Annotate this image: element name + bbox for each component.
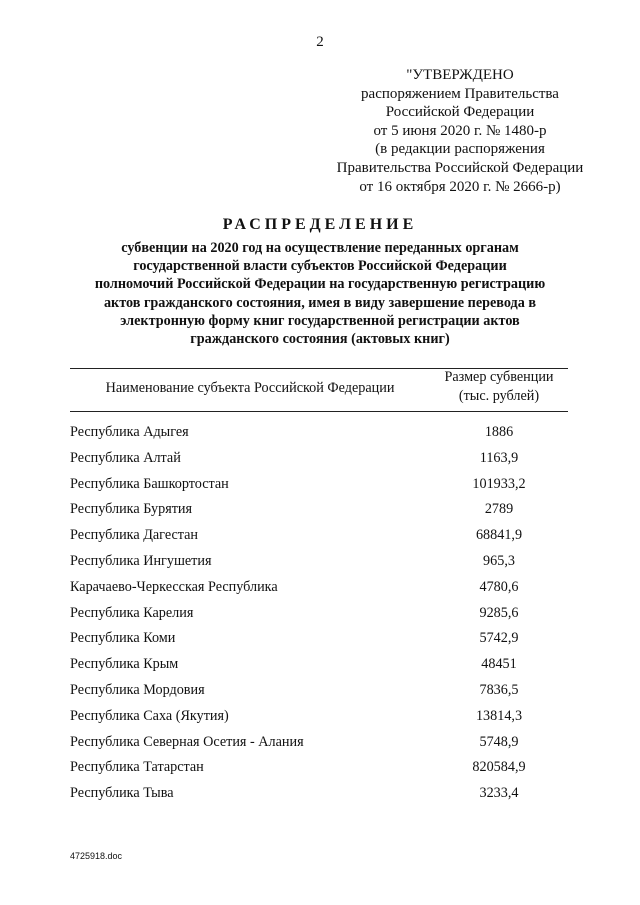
table-row — [70, 755, 568, 781]
subtitle-line: актов гражданского состояния, имея в виду завершение перевода в — [103, 294, 537, 311]
subvention-amount: 2789 — [484, 501, 514, 518]
document-title: РАСПРЕДЕЛЕНИЕ — [222, 216, 418, 233]
region-name: Республика Алтай — [70, 449, 181, 466]
subtitle-line: электронную форму книг государственной регистрации актов — [120, 312, 520, 329]
table-row — [70, 549, 568, 575]
column-header-region: Наименование субъекта Российской Федерации — [105, 380, 395, 396]
table-row — [70, 420, 568, 446]
region-name: Республика Дагестан — [70, 527, 199, 544]
subvention-amount: 13814,3 — [475, 707, 523, 724]
subvention-amount: 48451 — [481, 656, 517, 673]
subvention-amount: 5742,9 — [479, 630, 519, 647]
table-row — [70, 446, 568, 472]
region-name: Республика Адыгея — [70, 424, 189, 440]
region-name: Республика Северная Осетия - Алания — [70, 733, 304, 750]
subvention-amount: 68841,9 — [475, 527, 523, 544]
column-header-amount — [430, 368, 568, 405]
region-name: Республика Мордовия — [70, 681, 205, 698]
region-name: Республика Карелия — [70, 604, 194, 621]
column-header-amount-line: (тыс. рублей) — [458, 387, 540, 404]
subvention-amount: 3233,4 — [479, 785, 519, 802]
page-number: 2 — [316, 34, 324, 50]
subvention-amount: 9285,6 — [479, 604, 519, 621]
table-row — [70, 704, 568, 730]
subtitle-line: полномочий Российской Федерации на государственную регистрацию — [94, 276, 546, 293]
region-name: Республика Бурятия — [70, 501, 193, 518]
approval-block — [300, 66, 620, 196]
approval-line: Правительства Российской Федерации — [336, 159, 584, 176]
table-rule-bottom — [70, 411, 568, 412]
region-name: Республика Татарстан — [70, 759, 204, 776]
approval-line: (в редакции распоряжения — [375, 141, 545, 158]
document-subtitle — [80, 239, 560, 348]
region-name: Республика Саха (Якутия) — [70, 707, 229, 724]
subvention-amount: 1886 — [484, 424, 514, 440]
table-row — [70, 472, 568, 498]
table-body — [70, 420, 568, 807]
table-row — [70, 626, 568, 652]
column-header-amount-line: Размер субвенции — [444, 369, 554, 385]
subvention-amount: 101933,2 — [472, 475, 526, 492]
table-row — [70, 730, 568, 756]
approval-line: распоряжением Правительства — [361, 85, 559, 102]
approval-line: Российской Федерации — [385, 104, 535, 121]
table-row — [70, 575, 568, 601]
subvention-amount: 7836,5 — [479, 681, 519, 698]
region-name: Республика Башкортостан — [70, 475, 229, 492]
subvention-amount: 4780,6 — [479, 578, 519, 595]
table-row — [70, 781, 568, 807]
region-name: Республика Тыва — [70, 785, 174, 802]
subvention-amount: 1163,9 — [479, 449, 519, 466]
subtitle-line: субвенции на 2020 год на осуществление переданных органам — [121, 240, 519, 256]
region-name: Республика Ингушетия — [70, 552, 212, 569]
region-name: Республика Коми — [70, 630, 176, 647]
table-row — [70, 523, 568, 549]
region-name: Карачаево-Черкесская Республика — [70, 578, 278, 595]
table-row — [70, 497, 568, 523]
approval-line: "УТВЕРЖДЕНО — [406, 67, 514, 83]
subtitle-line: государственной власти субъектов Российской Федерации — [133, 258, 507, 275]
region-name: Республика Крым — [70, 656, 179, 673]
table-row — [70, 678, 568, 704]
footer-filename: 4725918.doc — [70, 851, 123, 861]
table-row — [70, 652, 568, 678]
table-row — [70, 601, 568, 627]
subvention-amount: 965,3 — [483, 552, 515, 569]
subvention-amount: 5748,9 — [479, 733, 519, 750]
approval-line: от 5 июня 2020 г. № 1480-р — [373, 122, 547, 139]
subvention-amount: 820584,9 — [472, 759, 526, 776]
approval-line: от 16 октября 2020 г. № 2666-р) — [359, 178, 561, 195]
subtitle-line: гражданского состояния (актовых книг) — [190, 331, 450, 348]
